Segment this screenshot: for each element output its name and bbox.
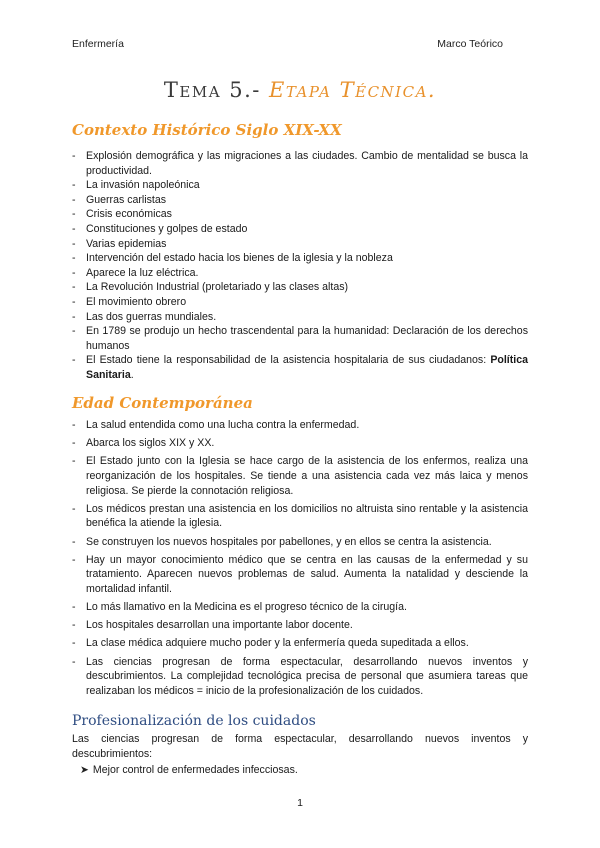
list-item-end: . (130, 368, 134, 381)
list-item: - Guerras carlistas (72, 193, 528, 208)
section-heading-contemporary: Edad Contemporánea (72, 394, 253, 412)
list-item: - Las ciencias progresan de forma espectacular, desarrollando nuevos inventos y descubrimientos. La complejidad tecnológica precisa de personal que asumiera tareas que realizaban los médicos = inicio de la profesionalización de los cuidados. (72, 655, 528, 699)
list-item: - Constituciones y golpes de estado (72, 222, 528, 237)
header-right: Marco Teórico (437, 38, 503, 50)
list-item: - En 1789 se produjo un hecho trascendental para la humanidad: Declaración de los derechos humanos (72, 324, 528, 353)
list-item: - Hay un mayor conocimiento médico que se centra en las causas de la enfermedad y su tratamiento. Aparecen nuevos problemas de salud. Aumenta la natalidad y desciende la mortalidad infantil. (72, 553, 528, 597)
list-item: - Lo más llamativo en la Medicina es el progreso técnico de la cirugía. (72, 600, 528, 615)
list-item: - Abarca los siglos XIX y XX. (72, 436, 528, 451)
arrow-list-item (80, 763, 298, 778)
title-text: Etapa Técnica. (269, 78, 437, 102)
list-item: - Aparece la luz eléctrica. (72, 266, 528, 281)
list-item-politica (72, 353, 528, 382)
list-item: - Las dos guerras mundiales. (72, 310, 528, 325)
header-left: Enfermería (72, 38, 124, 50)
list-item: - Intervención del estado hacia los bienes de la iglesia y la nobleza (72, 251, 528, 266)
list-item: - La Revolución Industrial (proletariado y las clases altas) (72, 280, 528, 295)
bold-term: Política Sanitaria (86, 354, 528, 381)
section-heading-context: Contexto Histórico Siglo XIX-XX (72, 121, 342, 139)
contemporary-list (72, 418, 528, 702)
arrow-item-text: Mejor control de enfermedades infecciosas. (92, 764, 298, 776)
list-item: - Se construyen los nuevos hospitales por pabellones, y en ellos se centra la asistencia. (72, 535, 528, 550)
list-item-text: El Estado tiene la responsabilidad de la asistencia hospitalaria de sus ciudadanos: (86, 354, 491, 367)
list-item: - La invasión napoleónica (72, 178, 528, 193)
list-item: - La clase médica adquiere mucho poder y la enfermería queda supeditada a ellos. (72, 636, 528, 651)
list-item: - Explosión demográfica y las migraciones a las ciudades. Cambio de mentalidad se busca la productividad. (72, 149, 528, 178)
list-item: - El Estado junto con la Iglesia se hace cargo de la asistencia de los enfermos, realiza una reorganización de los hospitales. Se tiende a una asistencia cada vez más laica y menos religiosa. Se pierde la connotación religiosa. (72, 454, 528, 498)
page-title (0, 78, 600, 102)
intro-paragraph: Las ciencias progresan de forma espectacular, desarrollando nuevos inventos y descubrimientos: (72, 733, 528, 760)
list-item: - Los hospitales desarrollan una importante labor docente. (72, 618, 528, 633)
list-item: - Varias epidemias (72, 237, 528, 252)
context-list (72, 149, 528, 383)
list-item: - El movimiento obrero (72, 295, 528, 310)
arrow-bullet-icon: ➤ (80, 764, 89, 776)
list-item: - Crisis económicas (72, 207, 528, 222)
list-item: - La salud entendida como una lucha contra la enfermedad. (72, 418, 528, 433)
page-number: 1 (297, 797, 303, 809)
title-number: Tema 5.- (163, 78, 270, 102)
list-item: - Los médicos prestan una asistencia en los domicilios no altruista sino rentable y la asistencia benéfica la atiende la iglesia. (72, 502, 528, 531)
section-heading-professionalization: Profesionalización de los cuidados (72, 713, 316, 729)
